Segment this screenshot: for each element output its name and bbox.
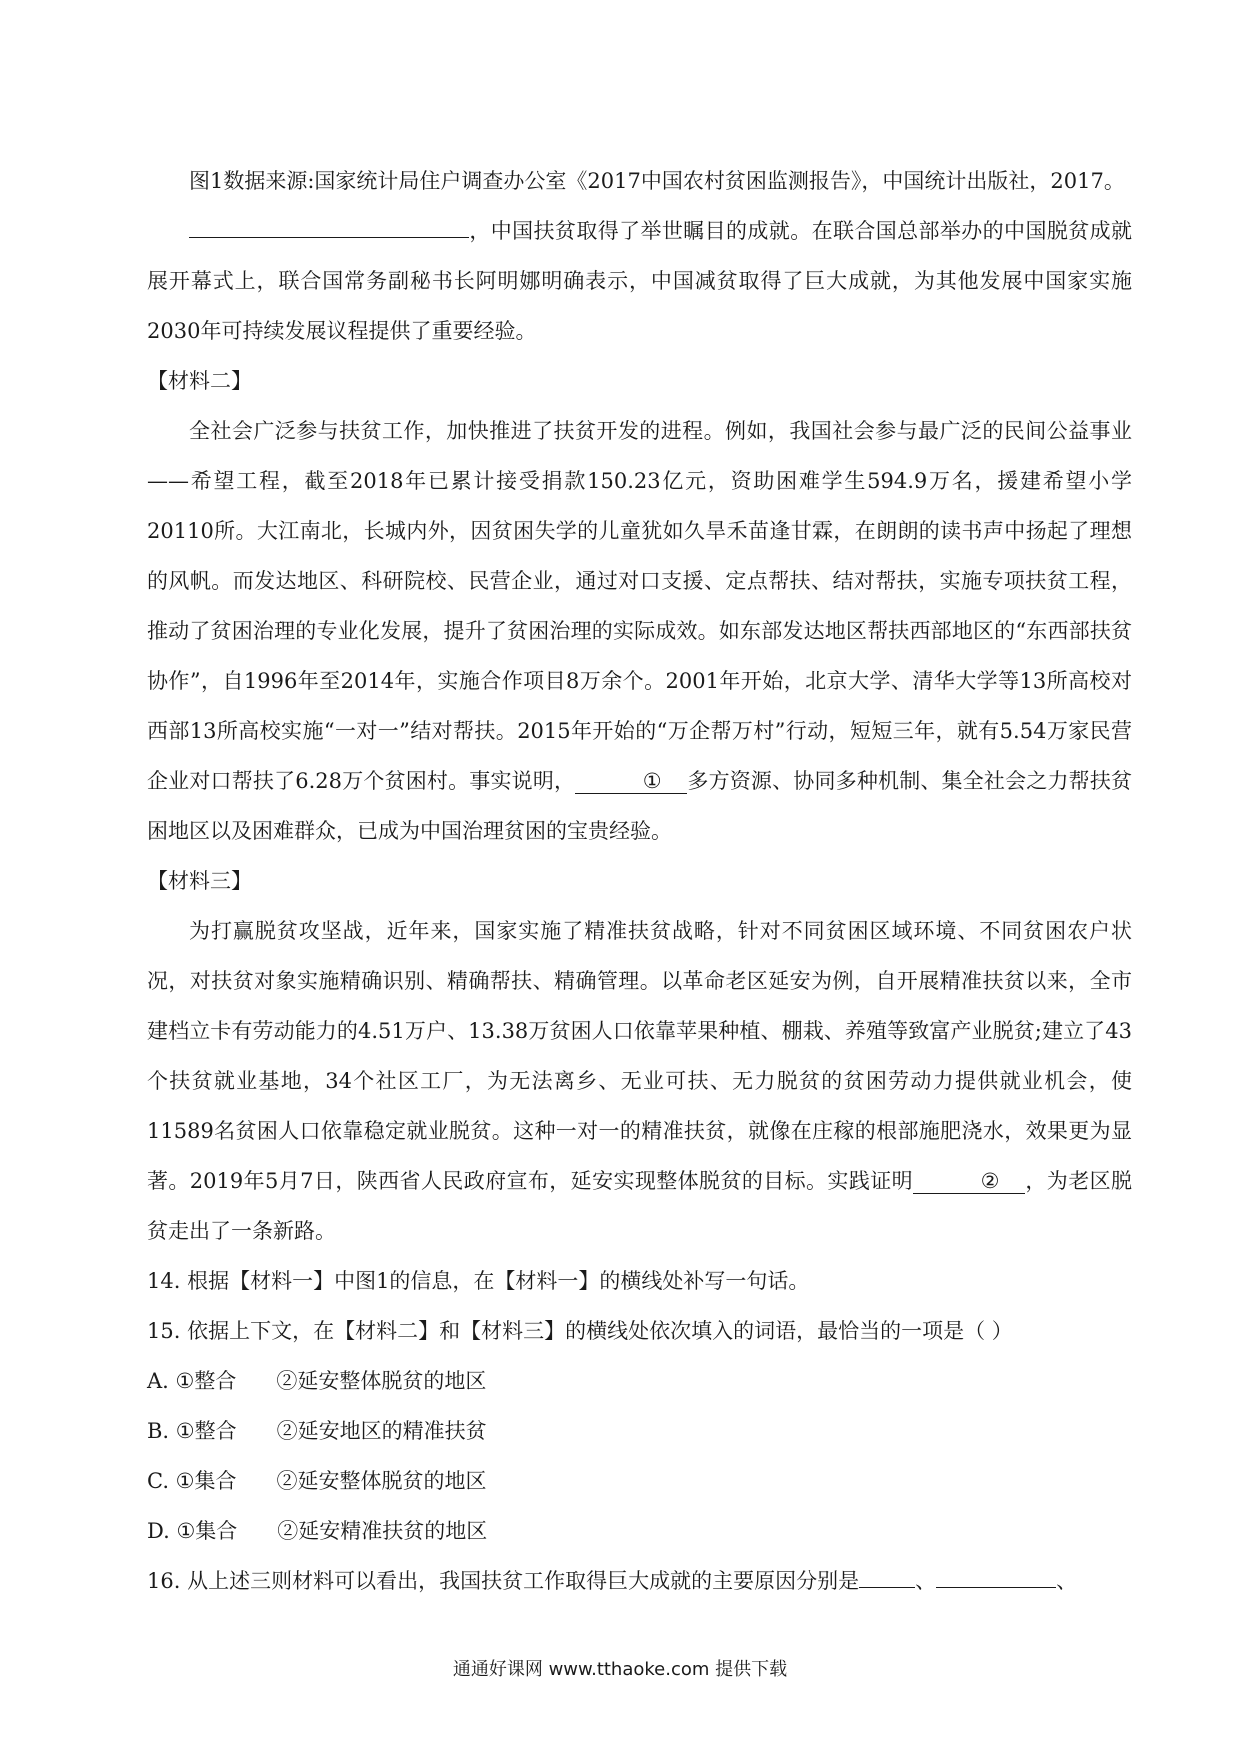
- material2-text-after: 多方资源、协同多种机制、集全社会之力帮扶贫困地区以及困难群众，已成为中国治理贫困的宝贵经验。: [147, 769, 1132, 843]
- material2-blank[interactable]: ①: [575, 769, 687, 794]
- material2-text-before: 全社会广泛参与扶贫工作，加快推进了扶贫开发的进程。例如，我国社会参与最广泛的民间公益事业——希望工程，截至2018年已累计接受捐款150.23亿元，资助困难学生594.9万名，援建希望小学20110所。大江南北，长城内外，因贫困失学的儿童犹如久旱禾苗逢甘霖，在朗朗的读书声中扬起了理想的风帆。而发达地区、科研院校、民营企业，通过对口支援、定点帮扶、结对帮扶，实施专项扶贫工程，推动了贫困治理的专业化发展，提升了贫困治理的实际成效。如东部发达地区帮扶西部地区的“东西部扶贫协作”，自1996年至2014年，实施合作项目8万余个。2001年开始，北京大学、清华大学等13所高校对西部13所高校实施“一对一”结对帮扶。2015年开始的“万企帮万村”行动，短短三年，就有5.54万家民营企业对口帮扶了6.28万个贫困村。事实说明，: [147, 419, 1132, 793]
- option-b[interactable]: [147, 1406, 1132, 1456]
- question-15: 15. 依据上下文，在【材料二】和【材料三】的横线处依次填入的词语，最恰当的一项是（ ）: [147, 1319, 1013, 1343]
- option-d-label: D. ①集合: [147, 1519, 238, 1543]
- option-b-text: ②延安地区的精准扶贫: [276, 1419, 487, 1443]
- option-c-label: C. ①集合: [147, 1469, 237, 1493]
- question-16-blank-1[interactable]: [859, 1587, 915, 1588]
- figure-source-note: 图1数据来源:国家统计局住户调查办公室《2017中国农村贫困监测报告》，中国统计出版社，2017。: [189, 169, 1125, 193]
- question-16-text: 16. 从上述三则材料可以看出，我国扶贫工作取得巨大成就的主要原因分别是: [147, 1569, 860, 1593]
- material3-heading: 【材料三】: [147, 869, 252, 893]
- page-footer: 通通好课网 www.tthaoke.com 提供下载: [452, 1659, 788, 1680]
- document-content: [147, 156, 1132, 1606]
- material3-paragraph: [147, 906, 1132, 1256]
- question-16: [147, 1556, 1132, 1606]
- option-b-label: B. ①整合: [147, 1419, 237, 1443]
- option-d-text: ②延安精准扶贫的地区: [277, 1519, 488, 1543]
- option-a-label: A. ①整合: [147, 1369, 237, 1393]
- material2-paragraph: [147, 406, 1132, 856]
- material1-paragraph: [147, 206, 1132, 356]
- material2-heading: 【材料二】: [147, 369, 252, 393]
- material3-text-before: 为打赢脱贫攻坚战，近年来，国家实施了精准扶贫战略，针对不同贫困区域环境、不同贫困农户状况，对扶贫对象实施精确识别、精确帮扶、精确管理。以革命老区延安为例，自开展精准扶贫以来，全市建档立卡有劳动能力的4.51万户、13.38万贫困人口依靠苹果种植、棚栽、养殖等致富产业脱贫;建立了43个扶贫就业基地，34个社区工厂，为无法离乡、无业可扶、无力脱贫的贫困劳动力提供就业机会，使11589名贫困人口依靠稳定就业脱贫。这种一对一的精准扶贫，就像在庄稼的根部施肥浇水，效果更为显著。2019年5月7日，陕西省人民政府宣布，延安实现整体脱贫的目标。实践证明: [147, 919, 1132, 1193]
- question-16-blank-2[interactable]: [936, 1587, 1056, 1588]
- material1-text: ，中国扶贫取得了举世瞩目的成就。在联合国总部举办的中国脱贫成就展开幕式上，联合国常务副秘书长阿明娜明确表示，中国减贫取得了巨大成就，为其他发展中国家实施2030年可持续发展议程提供了重要经验。: [147, 219, 1132, 343]
- question-16-separator-2: 、: [1056, 1569, 1078, 1593]
- option-d[interactable]: [147, 1506, 1132, 1556]
- option-a[interactable]: [147, 1356, 1132, 1406]
- question-14: 14. 根据【材料一】中图1的信息，在【材料一】的横线处补写一句话。: [147, 1269, 810, 1293]
- material3-blank[interactable]: ②: [913, 1169, 1025, 1194]
- question-16-separator-1: 、: [915, 1569, 937, 1593]
- option-c[interactable]: [147, 1456, 1132, 1506]
- material1-answer-blank[interactable]: [189, 237, 469, 238]
- option-c-text: ②延安整体脱贫的地区: [276, 1469, 487, 1493]
- material3-text-after: ，为老区脱贫走出了一条新路。: [147, 1169, 1132, 1243]
- option-a-text: ②延安整体脱贫的地区: [276, 1369, 487, 1393]
